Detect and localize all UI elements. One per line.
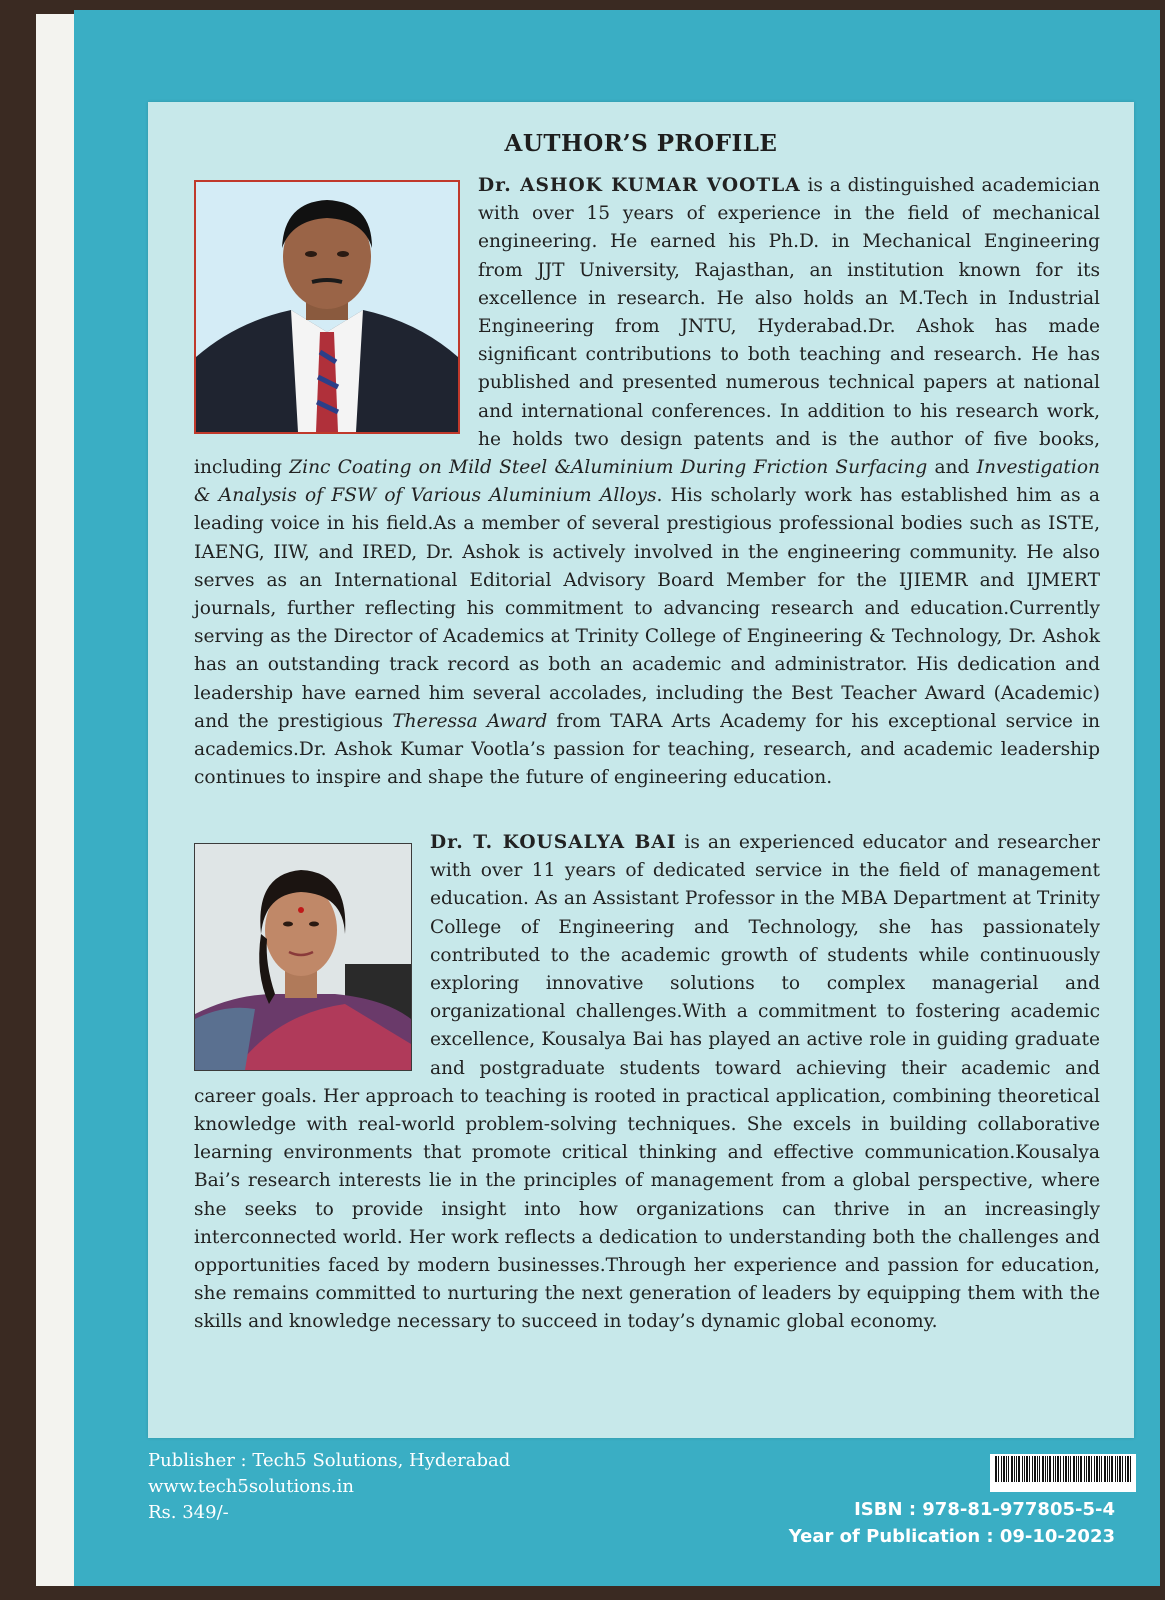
barcode-bar	[1094, 1456, 1095, 1482]
author2-name: Dr. T. KOUSALYA BAI	[430, 832, 677, 853]
barcode-bar	[1101, 1456, 1102, 1482]
barcode-bar	[1117, 1456, 1118, 1482]
author1-photo	[194, 180, 460, 434]
publisher: Publisher : Tech5 Solutions, Hyderabad	[148, 1450, 511, 1471]
barcode	[990, 1454, 1136, 1492]
author1-text-d: from TARA Arts Academy for his exceptional service in academics.Dr. Ashok Kumar Vootla’s passion for teaching, research, and academic leadership continues to inspire and shape the future of engineering education.	[194, 710, 1100, 789]
barcode-bar	[1014, 1456, 1015, 1482]
barcode-bar	[1022, 1456, 1023, 1482]
barcode-bar	[1109, 1456, 1110, 1482]
barcode-bar	[1047, 1456, 1048, 1482]
barcode-bar	[1045, 1456, 1046, 1482]
barcode-bar	[1122, 1456, 1123, 1482]
barcode-bar	[1006, 1456, 1007, 1482]
barcode-bar	[1096, 1456, 1098, 1482]
barcode-bar	[1088, 1456, 1090, 1482]
barcode-bar	[1003, 1456, 1005, 1482]
barcode-bar	[1039, 1456, 1040, 1482]
barcode-bar	[1018, 1456, 1020, 1482]
barcode-bar	[1068, 1456, 1069, 1482]
barcode-bar	[1073, 1456, 1075, 1482]
barcode-bar	[1099, 1456, 1100, 1482]
barcode-bar	[1091, 1456, 1092, 1482]
author1-text-a: is a distinguished academician with over 15 years of experience in the field of mechanical engineering. He earned his Ph.D. in Mechanical Engineering from JJT University, Rajasthan, an institution known for its excellence in research. He also holds an M.Tech in Industrial Engineering from JNTU, Hyderabad.Dr. Ashok has made significant contributions to both teaching and research. He has published and presented numerous technical papers at national and international conferences. In addition to his research work, he holds two design patents and is the author of five books, including	[194, 175, 1100, 479]
publisher-info	[148, 1448, 510, 1526]
barcode-bar	[1053, 1456, 1054, 1482]
barcode-bar	[1001, 1456, 1002, 1482]
barcode-bar	[1026, 1456, 1028, 1482]
author1-bio	[194, 172, 1100, 792]
barcode-bar	[1130, 1456, 1131, 1482]
barcode-bar	[1111, 1456, 1113, 1482]
author1-text-b: and	[927, 457, 977, 479]
barcode-bar	[1119, 1456, 1121, 1482]
author1-book1: Zinc Coating on Mild Steel &Aluminium During Friction Surfacing	[289, 457, 928, 479]
barcode-bar	[1076, 1456, 1077, 1482]
profile-panel	[148, 102, 1134, 1438]
author1-award: Theressa Award	[392, 710, 548, 732]
barcode-bar	[998, 1456, 999, 1482]
barcode-bar	[1127, 1456, 1129, 1482]
barcode-bar	[995, 1456, 997, 1482]
barcode-bar	[1049, 1456, 1051, 1482]
barcode-bar	[1008, 1456, 1009, 1482]
barcode-bar	[1016, 1456, 1017, 1482]
price: Rs. 349/-	[148, 1502, 229, 1523]
isbn: ISBN : 978-81-977805-5-4	[854, 1499, 1115, 1520]
author1-name: Dr. ASHOK KUMAR VOOTLA	[478, 175, 801, 196]
barcode-bar	[1029, 1456, 1030, 1482]
barcode-bar	[1024, 1456, 1025, 1482]
author2-bio	[194, 829, 1100, 1337]
barcode-bar	[1084, 1456, 1085, 1482]
website: www.tech5solutions.in	[148, 1476, 354, 1497]
barcode-bar	[1063, 1456, 1064, 1482]
barcode-bar	[1065, 1456, 1067, 1482]
barcode-bar	[1034, 1456, 1036, 1482]
barcode-bar	[1070, 1456, 1071, 1482]
barcode-bar	[1032, 1456, 1033, 1482]
barcode-bar	[1086, 1456, 1087, 1482]
barcode-bar	[1078, 1456, 1079, 1482]
barcode-bar	[1037, 1456, 1038, 1482]
barcode-bar	[1115, 1456, 1116, 1482]
author2-text: is an experienced educator and researcher with over 11 years of dedicated service in the field of management education. As an Assistant Professor in the MBA Department at Trinity College of Engineering and Technology, she has passionately contributed to the academic growth of students while continuously exploring innovative solutions to complex managerial and organizational challenges.With a commitment to fostering academic excellence, Kousalya Bai has played an active role in guiding graduate and postgraduate students toward achieving their academic and career goals. Her approach to teaching is rooted in practical application, combining theoretical knowledge with real-world problem-solving techniques. She excels in building collaborative learning environments that promote critical thinking and effective communication.Kousalya Bai’s research interests lie in the principles of management from a global perspective, where she seeks to provide insight into how organizations can thrive in an increasingly interconnected world. Her work reflects a dedication to understanding both the challenges and opportunities faced by modern businesses.Through her experience and passion for education, she remains committed to nurturing the next generation of leaders by equipping them with the skills and knowledge necessary to succeed in today’s dynamic global economy.	[194, 832, 1100, 1333]
barcode-bar	[1057, 1456, 1059, 1482]
publication-year: Year of Publication : 09-10-2023	[788, 1526, 1115, 1547]
barcode-bar	[1011, 1456, 1013, 1482]
barcode-bar	[1107, 1456, 1108, 1482]
barcode-bar	[1060, 1456, 1061, 1482]
barcode-bar	[1125, 1456, 1126, 1482]
isbn-info	[789, 1496, 1115, 1550]
author1-text-c: . His scholarly work has established him as a leading voice in his field.As a member of several prestigious professional bodies such as ISTE, IAENG, IIW, and IRED, Dr. Ashok is actively involved in the engineering community. He also serves as an International Editorial Advisory Board Member for the IJIEMR and IJMERT journals, further reflecting his commitment to advancing research and education.Currently serving as the Director of Academics at Trinity College of Engineering & Technology, Dr. Ashok has an outstanding track record as both an academic and administrator. His dedication and leadership have earned him several accolades, including the Best Teacher Award (Academic) and the prestigious	[194, 485, 1101, 732]
page-title: AUTHOR’S PROFILE	[504, 130, 778, 157]
book-spine	[36, 14, 76, 1586]
barcode-bar	[1080, 1456, 1082, 1482]
barcode-bar	[1055, 1456, 1056, 1482]
author2-photo	[194, 843, 412, 1071]
author1-book2: Investigation & Analysis of FSW of Various Aluminium Alloys	[194, 457, 1100, 507]
barcode-bar	[1042, 1456, 1044, 1482]
barcode-bar	[1104, 1456, 1106, 1482]
